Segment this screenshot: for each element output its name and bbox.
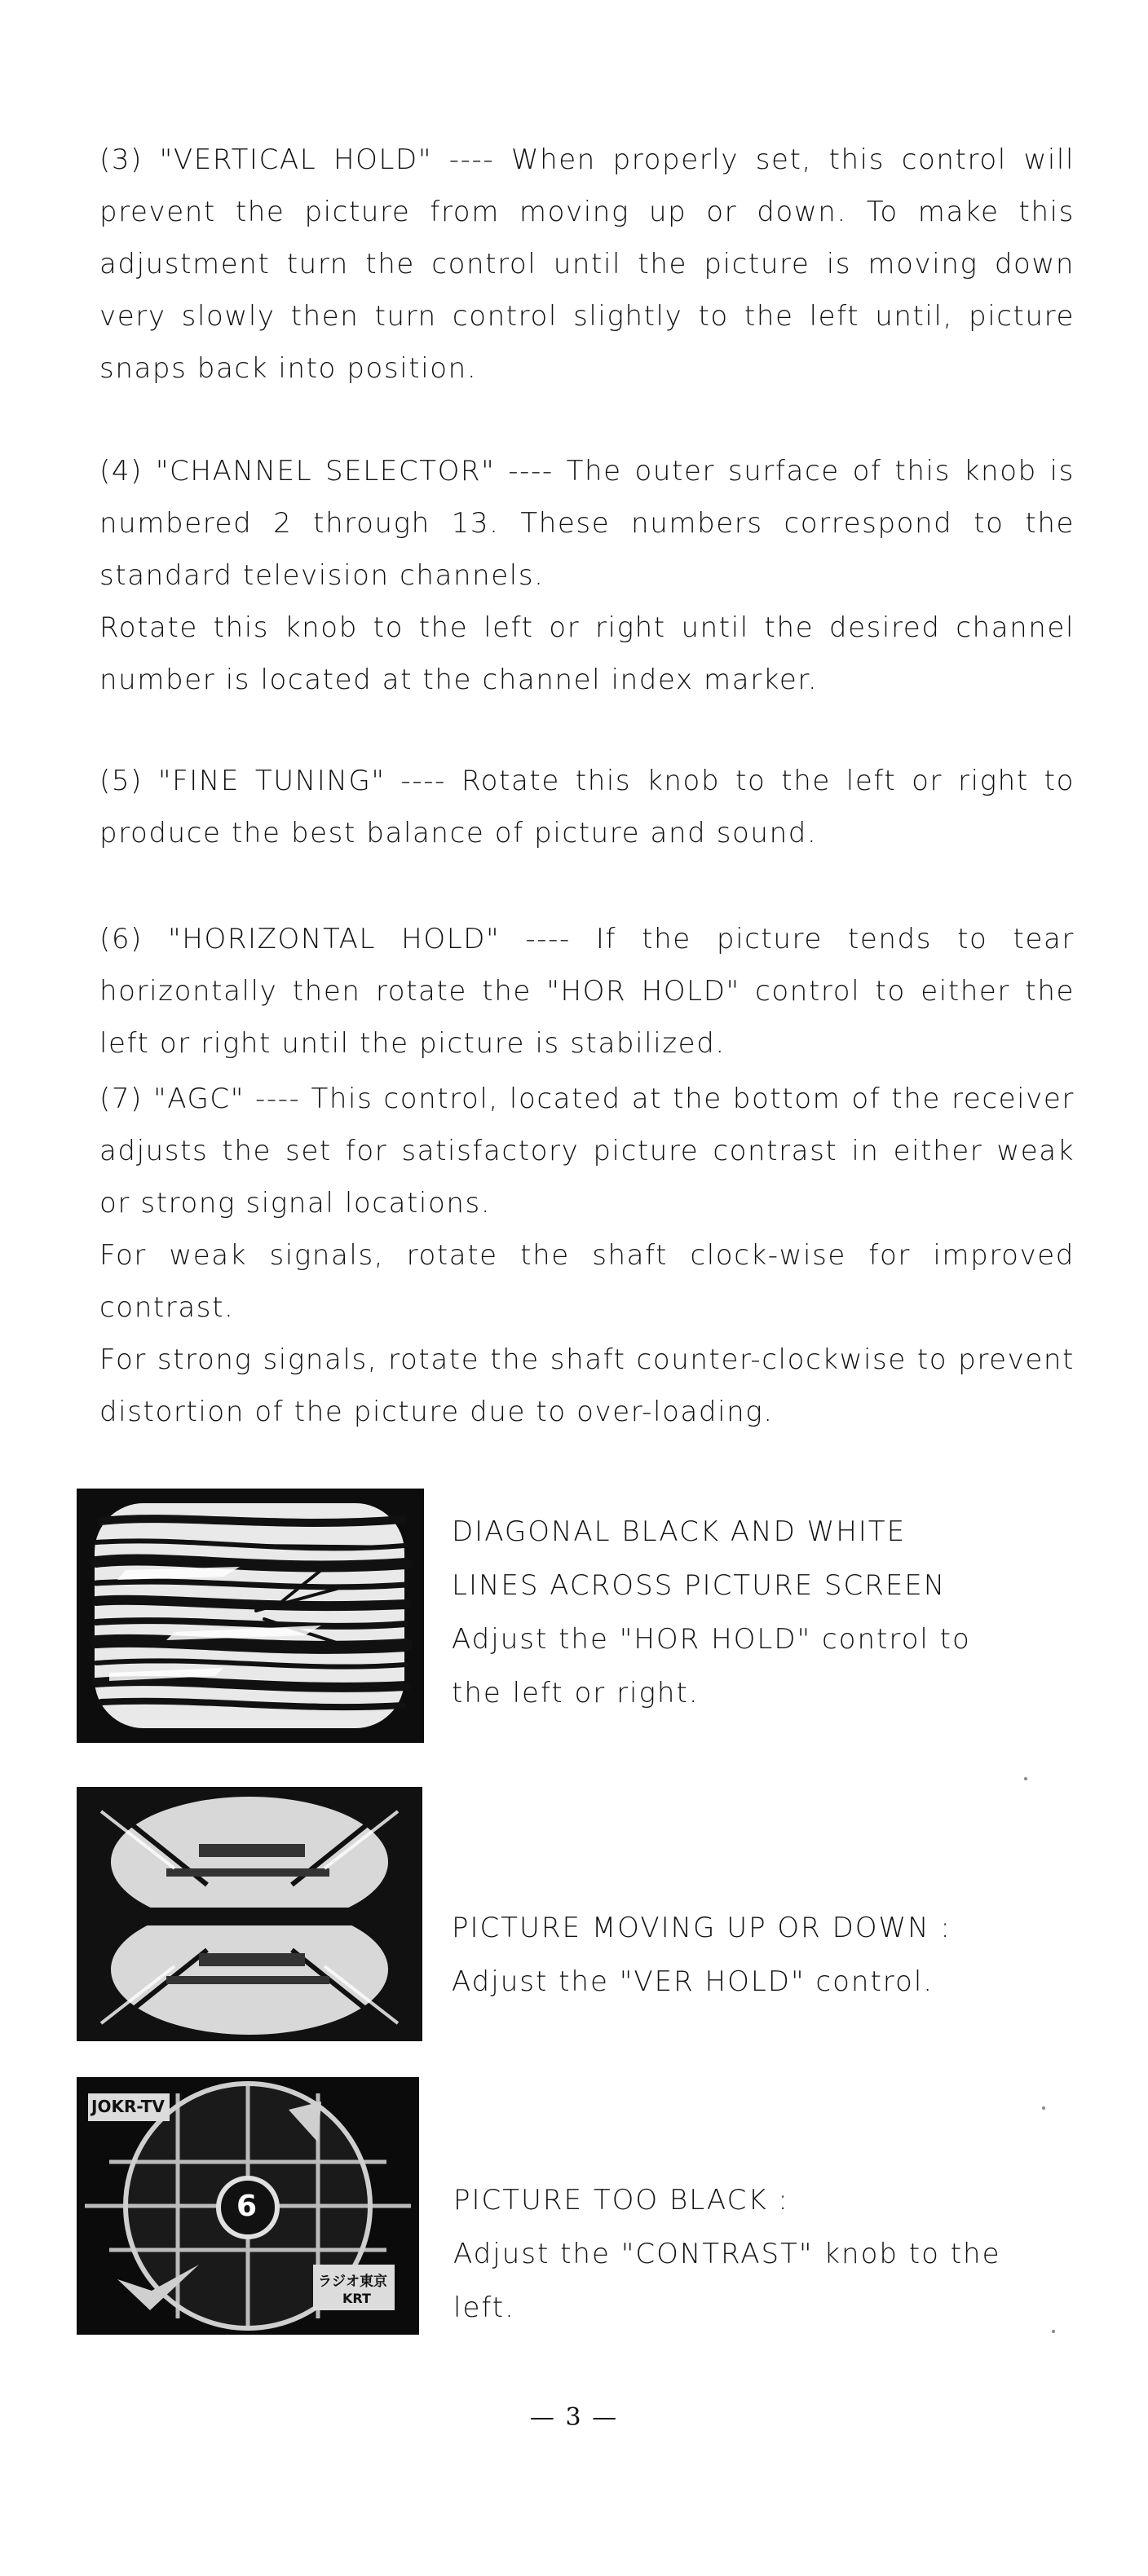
network-label: KRT (342, 2291, 371, 2306)
vertical-hold-text: (3) "VERTICAL HOLD" ---- When properly set, this control will prevent the picture from moving up or down. To make this adjustment turn the control until the picture is moving down very slowly then turn control slightly to the left until, picture snaps back into position. (99, 143, 1075, 385)
caption-title: PICTURE MOVING UP OR DOWN : (452, 1912, 952, 1944)
channel-selector-instruction: Rotate this knob to the left or right until the desired channel number is located at the channel index marker. (99, 611, 1075, 696)
agc-weak-signal-text: For weak signals, rotate the shaft clock-wise for improved contrast. (99, 1239, 1075, 1324)
vertical-roll-caption (452, 1901, 1148, 2009)
fine-tuning-text: (5) "FINE TUNING" ---- Rotate this knob to the left or right to produce the best balance of picture and sound. (99, 765, 1075, 849)
horizontal-hold-text: (6) "HORIZONTAL HOLD" ---- If the picture tends to tear horizontally then rotate the "HOR HOLD" control to either the left or right until the picture is stabilized. (99, 923, 1075, 1060)
agc-section (99, 1073, 1075, 1438)
agc-text: (7) "AGC" ---- This control, located at the bottom of the receiver adjusts the set for satisfactory picture contrast in either weak or strong signal locations. (99, 1083, 1075, 1220)
channel-number-label: 6 (236, 2190, 258, 2223)
agc-strong-signal-text: For strong signals, rotate the shaft counter-clockwise to prevent distortion of the picture due to over-loading. (99, 1343, 1075, 1428)
vertical-roll-photo (77, 1787, 422, 2041)
channel-selector-section (99, 445, 1075, 706)
horizontal-hold-section (99, 913, 1075, 1070)
caption-instruction-line2: left. (453, 2291, 515, 2324)
caption-title-line2: LINES ACROSS PICTURE SCREEN (452, 1569, 947, 1602)
station-label: JOKR-TV (91, 2097, 165, 2116)
scan-speck (1052, 2330, 1055, 2333)
scan-speck (1024, 1777, 1027, 1780)
diagonal-lines-photo (77, 1489, 424, 1743)
caption-instruction-line1: Adjust the "HOR HOLD" control to (452, 1623, 971, 1656)
fine-tuning-section (99, 755, 1075, 859)
caption-instruction-line2: the left or right. (452, 1677, 700, 1709)
caption-title: PICTURE TOO BLACK : (453, 2184, 789, 2217)
test-pattern-photo (77, 2077, 419, 2335)
diagonal-lines-caption (452, 1505, 1148, 1720)
channel-selector-text: (4) "CHANNEL SELECTOR" ---- The outer surface of this knob is numbered 2 through 13. These numbers correspond to the standard television channels. (99, 455, 1075, 592)
page-number: — 3 — (529, 2403, 619, 2432)
vertical-hold-section (99, 134, 1075, 395)
too-black-caption (453, 2173, 1148, 2335)
japanese-station-label: ラジオ東京 (318, 2274, 387, 2290)
caption-title-line1: DIAGONAL BLACK AND WHITE (452, 1515, 907, 1548)
scan-speck (1042, 2106, 1045, 2110)
caption-instruction: Adjust the "VER HOLD" control. (452, 1965, 934, 1998)
caption-instruction-line1: Adjust the "CONTRAST" knob to the (453, 2238, 1001, 2270)
